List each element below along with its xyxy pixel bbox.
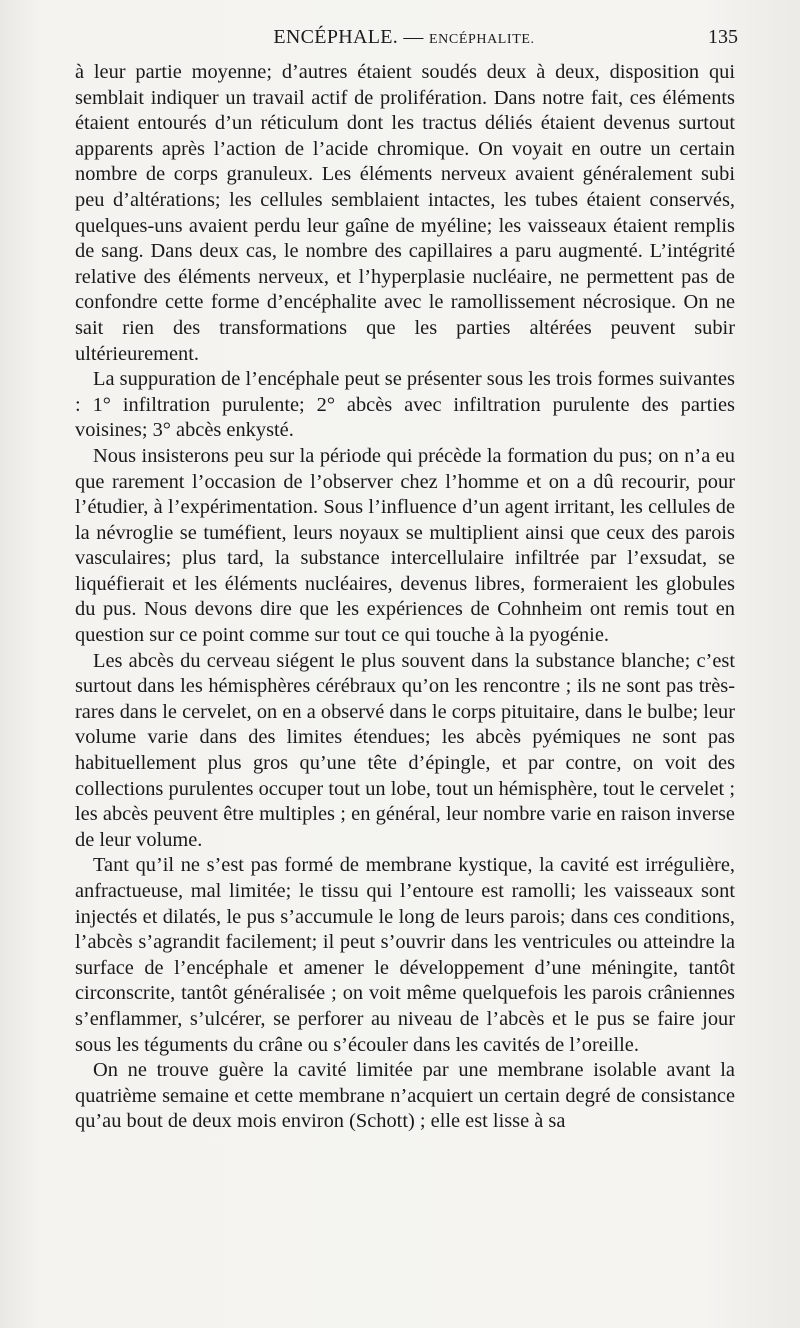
running-head-separator: — — [403, 26, 424, 48]
running-head-title: ENCÉPHALE. — [273, 26, 399, 48]
page-header — [70, 26, 738, 54]
paragraph: Nous insisterons peu sur la période qui précède la formation du pus; on n’a eu que rarement l’occasion de l’observer chez l’homme et on a dû recourir, pour l’étudier, à l’expérimentation. Sous l’influence d’un agent irritant, les cellules de la névroglie se tuméfient, leurs noyaux se multiplient ainsi que ceux des parois vasculaires; plus tard, la substance intercellulaire infiltrée par l’exsudat, se liquéfierait et les éléments nucléaires, devenus libres, formeraient les globules du pus. Nous devons dire que les expériences de Cohnheim ont remis tout en question sur ce point comme sur tout ce qui touche à la pyogénie. — [75, 444, 735, 647]
body-text — [75, 60, 735, 1135]
paragraph: On ne trouve guère la cavité limitée par une membrane isolable avant la quatrième semaine et cette membrane n’acquiert un certain degré de consistance qu’au bout de deux mois environ (Schott) ; elle est lisse à sa — [75, 1059, 735, 1133]
running-head-subtitle: ENCÉPHALITE. — [429, 32, 535, 47]
paragraph: Les abcès du cerveau siégent le plus souvent dans la substance blanche; c’est surtout dans les hémisphères cérébraux qu’on les rencontre ; ils ne sont pas très-rares dans le cervelet, on en a observé dans le corps pituitaire, dans le bulbe; leur volume varie dans des limites étendues; les abcès pyémiques ne sont pas habituellement plus gros qu’une tête d’épingle, et par contre, on voit des collections purulentes occuper tout un lobe, tout un hémisphère, tout le cervelet ; les abcès peuvent être multiples ; en général, leur nombre varie en raison inverse de leur volume. — [75, 649, 735, 851]
paragraph: La suppuration de l’encéphale peut se présenter sous les trois formes suivantes : 1° infiltration purulente; 2° abcès avec infiltration purulente des parties voisines; 3° abcès enkysté. — [75, 368, 735, 442]
running-head — [70, 26, 738, 49]
paragraph: Tant qu’il ne s’est pas formé de membrane kystique, la cavité est irrégulière, anfractueuse, mal limitée; le tissu qui l’entoure est ramolli; les vaisseaux sont injectés et dilatés, le pus s’accumule le long de leurs parois; dans ces conditions, l’abcès s’agrandit facilement; il peut s’ouvrir dans les ventricules ou atteindre la surface de l’encéphale et amener le développement d’une méningite, tantôt circonscrite, tantôt généralisée ; on voit même quelquefois les parois crâniennes s’enflammer, s’ulcérer, se perforer au niveau de l’abcès et le pus se faire jour sous les téguments du crâne ou s’écouler dans les cavités de l’oreille. — [75, 854, 735, 1056]
paragraph: à leur partie moyenne; d’autres étaient soudés deux à deux, disposition qui semblait indiquer un travail actif de prolifération. Dans notre fait, ces éléments étaient entourés d’un réticulum dont les tractus déliés étaient devenus surtout apparents après l’action de l’acide chromique. On voyait en outre un certain nombre de corps granuleux. Les éléments nerveux avaient généralement subi peu d’altérations; les cellules semblaient intactes, les tubes étaient conservés, quelques-uns avaient perdu leur gaîne de myéline; les vaisseaux étaient remplis de sang. Dans deux cas, le nombre des capillaires a paru augmenté. L’intégrité relative des éléments nerveux, et l’hyperplasie nucléaire, ne permettent pas de confondre cette forme d’encéphalite avec le ramollissement nécrosique. On ne sait rien des transformations que les parties altérées peuvent subir ultérieurement. — [75, 61, 735, 365]
page-number: 135 — [708, 26, 738, 48]
